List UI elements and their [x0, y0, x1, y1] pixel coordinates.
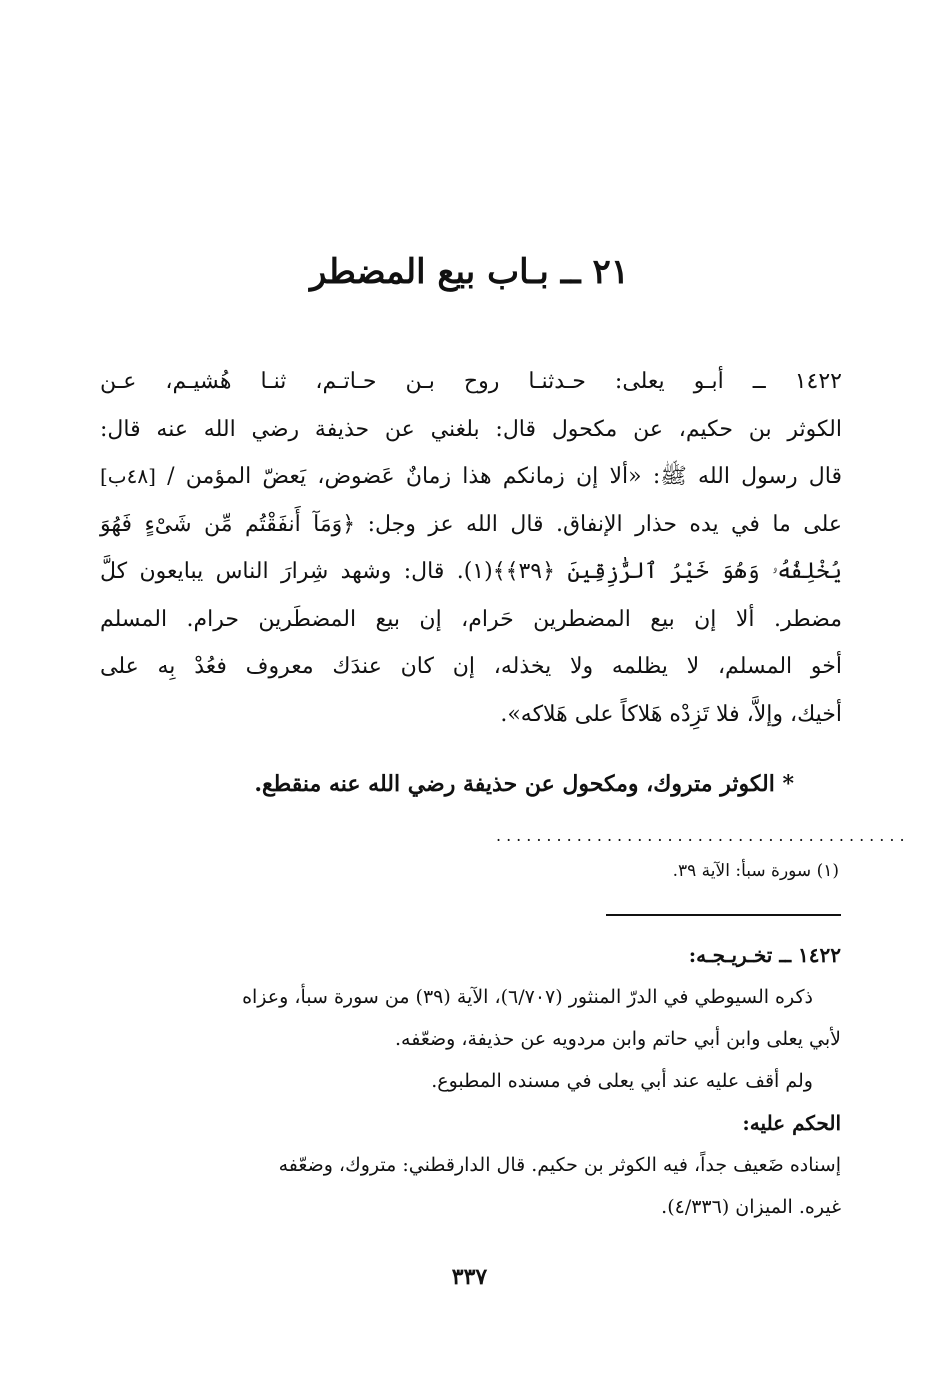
hadith-text — [100, 358, 842, 738]
hadith-line: أخيك، وإلاَّ، فلا تَزِدْه هَلاكاً على هَلاكه». — [500, 701, 842, 727]
ruling-line: غيره. الميزان (٤/٣٣٦). — [661, 1196, 841, 1218]
hadith-line-text: قال رسول الله ﷺ: «ألا إن زمانكم هذا زمانٌ عَضوض، يَعضّ المؤمن / — [167, 464, 842, 489]
footnote-rule — [606, 914, 841, 916]
page-number: ٣٣٧ — [451, 1264, 488, 1290]
takhrij-line: ولم أقف عليه عند أبي يعلى في مسنده المطبوع. — [431, 1070, 813, 1092]
chapter-title: ٢١ ــ بـاب بيع المضطر — [309, 252, 629, 292]
hadith-line — [100, 453, 842, 501]
ruling-line: إسناده ضَعيف جداً، فيه الكوثر بن حكيم. قال الدارقطني: متروك، وضعّفه — [278, 1154, 841, 1176]
footnote: (١) سورة سبأ: الآية ٣٩. — [672, 861, 839, 881]
hadith-line: يُخْلِفُهُۥ وَهُوَ خَيْرُ ٱلرَّٰزِقِينَ ﴿٣٩﴾﴾(١). قال: وشهد شِرارَ الناس يبايعون كلَّ — [100, 559, 842, 584]
dotted-separator: ......................................... — [496, 826, 910, 845]
takhrij-section — [100, 934, 841, 1228]
takhrij-line: لأبي يعلى وابن أبي حاتم وابن مردويه عن حذيفة، وضعّفه. — [395, 1028, 841, 1050]
hadith-line: مضطر. ألا إن بيع المضطرين حَرام، إن بيع المضطَرين حرام. المسلم — [100, 606, 842, 632]
manuscript-folio-ref: [٤٨ب] — [100, 464, 156, 488]
hadith-line: ١٤٢٢ ــ أبـو يعلى: حـدثنـا روح بـن حـاتـم، ثنـا هُشيـم، عـن — [100, 369, 842, 394]
takhrij-heading: ١٤٢٢ ــ تخـريـجـه: — [688, 943, 841, 967]
hadith-line: على ما في يده حذار الإنفاق. قال الله عز وجل: ﴿وَمَآ أَنفَقْتُم مِّن شَىْءٍ فَهُوَ — [100, 511, 842, 537]
takhrij-line: ذكره السيوطي في الدرّ المنثور (٦/٧٠٧)، الآية (٣٩) من سورة سبأ، وعزاه — [242, 986, 813, 1008]
hadith-line: الكوثر بن حكيم، عن مكحول قال: بلغني عن حذيفة رضي الله عنه قال: — [100, 416, 842, 442]
author-note: * الكوثر متروك، ومكحول عن حذيفة رضي الله عنه منقطع. — [254, 771, 794, 797]
hadith-line: أخو المسلم، لا يظلمه ولا يخذله، إن كان عندَك معروف فعُدْ بِه على — [100, 654, 842, 679]
ruling-heading: الحكم عليه: — [742, 1111, 841, 1135]
